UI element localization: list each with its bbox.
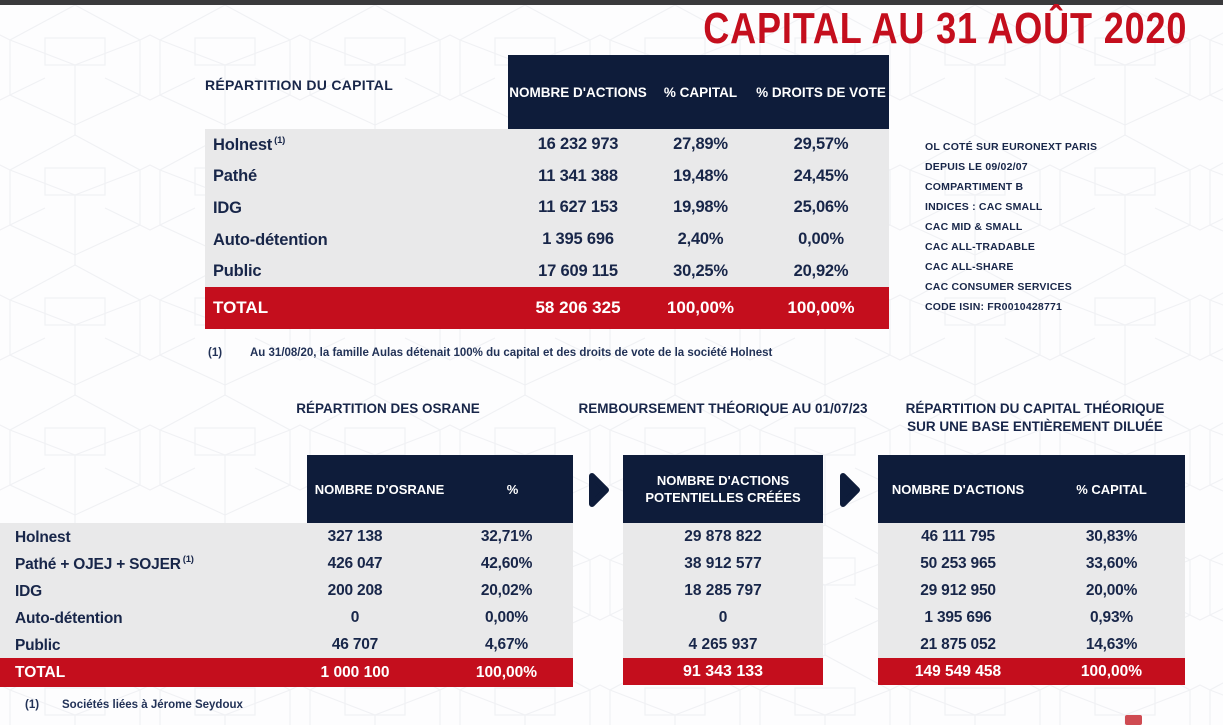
holder-name: IDG	[15, 582, 42, 600]
table-row	[0, 631, 573, 658]
diluted-pct: 14,63%	[1085, 635, 1138, 653]
total-diluted-pct: 100,00%	[1080, 662, 1143, 680]
voting-pct: 29,57%	[793, 135, 849, 154]
footnote-marker: (1)	[208, 347, 223, 359]
potential-shares-value: 0	[718, 609, 728, 626]
capital-pct: 27,89%	[673, 135, 728, 154]
osrane-count: 0	[350, 608, 360, 626]
osrane-table-total-row	[0, 658, 573, 687]
reimbursement-table-total-row: 91 343 133	[623, 658, 823, 685]
osrane-footnote	[25, 699, 243, 711]
voting-pct: 24,45%	[793, 166, 849, 185]
osrane-pct: 20,02%	[480, 581, 533, 599]
table-row	[878, 577, 1185, 604]
total-osrane-pct: 100,00%	[475, 663, 538, 681]
shareholder-name: Auto-détention	[213, 230, 328, 249]
capital-pct: 30,25%	[673, 261, 728, 280]
footnote-text: Au 31/08/20, la famille Aulas détenait 100% du capital et des droits de vote de la société Holnest	[250, 347, 773, 359]
holder-name: Holnest	[15, 528, 71, 546]
total-shares: 58 206 325	[535, 298, 621, 317]
diluted-pct: 20,00%	[1085, 581, 1138, 599]
listing-line: COMPARTIMENT B	[925, 181, 1024, 193]
listing-line: CAC MID & SMALL	[925, 221, 1023, 233]
shares-count: 16 232 973	[537, 135, 619, 154]
voting-pct: 25,06%	[793, 198, 849, 217]
osrane-count: 46 707	[331, 635, 379, 653]
diluted-shares: 29 912 950	[920, 581, 996, 599]
total-osrane: 1 000 100	[320, 663, 390, 681]
table-row	[205, 129, 889, 161]
osrane-table-header	[307, 455, 573, 523]
table-row	[205, 192, 889, 224]
listing-line: DEPUIS LE 09/02/07	[925, 161, 1028, 173]
arrow-right-icon	[839, 472, 861, 513]
osrane-count: 200 208	[327, 581, 383, 599]
col-header-pct: %	[506, 481, 519, 497]
diluted-table-body	[878, 523, 1185, 658]
potential-shares-value: 38 912 577	[684, 555, 762, 572]
table-row	[878, 550, 1185, 577]
total-capital-pct: 100,00%	[666, 298, 735, 317]
diluted-pct: 0,93%	[1090, 608, 1133, 626]
shareholder-name: Public	[213, 262, 262, 281]
osrane-pct: 0,00%	[485, 608, 528, 626]
footnote-ref: (1)	[274, 134, 286, 146]
holder-name: Auto-détention	[15, 609, 123, 627]
table-row	[0, 604, 573, 631]
osrane-count: 426 047	[327, 554, 383, 572]
capital-footnote	[208, 347, 772, 359]
osrane-pct: 32,71%	[480, 527, 533, 545]
table-row	[0, 523, 573, 550]
potential-shares-value: 18 285 797	[684, 582, 762, 599]
col-header-pct-droits: % DROITS DE VOTE	[756, 84, 886, 100]
capital-pct: 19,98%	[673, 198, 728, 217]
potential-shares-value: 4 265 937	[688, 636, 758, 653]
osrane-table-body	[0, 523, 573, 658]
col-header-actions-potentielles-line2: POTENTIELLES CRÉÉES	[645, 490, 801, 505]
listing-line: OL COTÉ SUR EURONEXT PARIS	[925, 141, 1098, 153]
shareholder-name: Holnest $^{(1)}$	[213, 134, 286, 154]
col-header-pct-capital: % CAPITAL	[663, 84, 738, 100]
col-header-actions-potentielles-line1: NOMBRE D'ACTIONS	[656, 473, 790, 488]
col-header-nombre-actions: NOMBRE D'ACTIONS	[509, 84, 647, 100]
capital-table-body	[205, 129, 889, 287]
diluted-table-header	[878, 455, 1185, 523]
footer-logo	[1125, 715, 1142, 725]
footnote-text: Sociétés liées à Jérome Seydoux	[62, 699, 243, 711]
capital-table-caption: RÉPARTITION DU CAPITAL	[205, 77, 394, 93]
listing-line: CAC CONSUMER SERVICES	[925, 281, 1072, 293]
diluted-shares: 50 253 965	[920, 554, 996, 572]
diluted-shares: 1 395 696	[924, 608, 992, 626]
capital-pct: 19,48%	[673, 166, 728, 185]
diluted-pct: 33,60%	[1085, 554, 1138, 572]
shareholder-name: Pathé	[213, 167, 257, 186]
listing-line: CAC ALL-SHARE	[925, 261, 1014, 273]
shares-count: 11 341 388	[538, 166, 618, 185]
reimbursement-table-header	[623, 455, 823, 523]
listing-line: CODE ISIN: FR0010428771	[925, 301, 1063, 313]
shares-count: 17 609 115	[538, 261, 618, 280]
total-label: TOTAL	[15, 663, 66, 681]
listing-line: CAC ALL-TRADABLE	[925, 241, 1036, 253]
table-row	[878, 604, 1185, 631]
arrow-right-icon	[588, 472, 610, 513]
table-row	[205, 161, 889, 193]
table-row	[878, 523, 1185, 550]
capital-pct: 2,40%	[677, 230, 724, 249]
footnote-marker: (1)	[25, 699, 40, 711]
osrane-pct: 42,60%	[480, 554, 533, 572]
holder-name: Pathé + OJEJ + SOJER $^{(1)}$	[15, 553, 194, 573]
listing-info	[925, 137, 1097, 317]
capital-table-total-row	[205, 287, 889, 329]
potential-shares-value: 29 878 822	[684, 528, 762, 545]
shares-count: 11 627 153	[538, 198, 618, 217]
table-row	[0, 577, 573, 604]
listing-line: INDICES : CAC SMALL	[925, 201, 1043, 213]
col-header-nombre-actions: NOMBRE D'ACTIONS	[891, 481, 1025, 497]
shareholder-name: IDG	[213, 198, 242, 217]
shares-count: 1 395 696	[542, 230, 614, 249]
diluted-table-title: RÉPARTITION DU CAPITAL THÉORIQUE SUR UNE BASE ENTIÈREMENT DILUÉE	[905, 401, 1165, 434]
reimbursement-table-title: REMBOURSEMENT THÉORIQUE AU 01/07/23	[578, 401, 868, 416]
holder-name: Public	[15, 636, 61, 654]
footnote-ref: (1)	[182, 553, 194, 565]
voting-pct: 20,92%	[793, 261, 849, 280]
table-row	[878, 631, 1185, 658]
osrane-pct: 4,67%	[485, 635, 528, 653]
diluted-shares: 21 875 052	[920, 635, 996, 653]
osrane-count: 327 138	[327, 527, 383, 545]
diluted-shares: 46 111 795	[921, 527, 995, 545]
voting-pct: 0,00%	[798, 230, 844, 249]
table-row	[0, 550, 573, 577]
total-voting-pct: 100,00%	[787, 298, 855, 317]
col-header-nombre-osrane: NOMBRE D'OSRANE	[314, 481, 445, 497]
table-row	[205, 224, 889, 256]
col-header-pct-capital: % CAPITAL	[1076, 481, 1147, 497]
page-title: CAPITAL AU 31 AOÛT 2020	[702, 4, 1187, 53]
capital-table-header	[508, 55, 889, 129]
table-row	[205, 255, 889, 287]
diluted-table-total-row	[878, 658, 1185, 685]
total-diluted-shares: 149 549 458	[914, 662, 1002, 680]
osrane-table-title: RÉPARTITION DES OSRANE	[296, 401, 480, 416]
total-label: TOTAL	[213, 298, 269, 317]
diluted-pct: 30,83%	[1085, 527, 1138, 545]
reimbursement-table-body	[623, 523, 823, 658]
